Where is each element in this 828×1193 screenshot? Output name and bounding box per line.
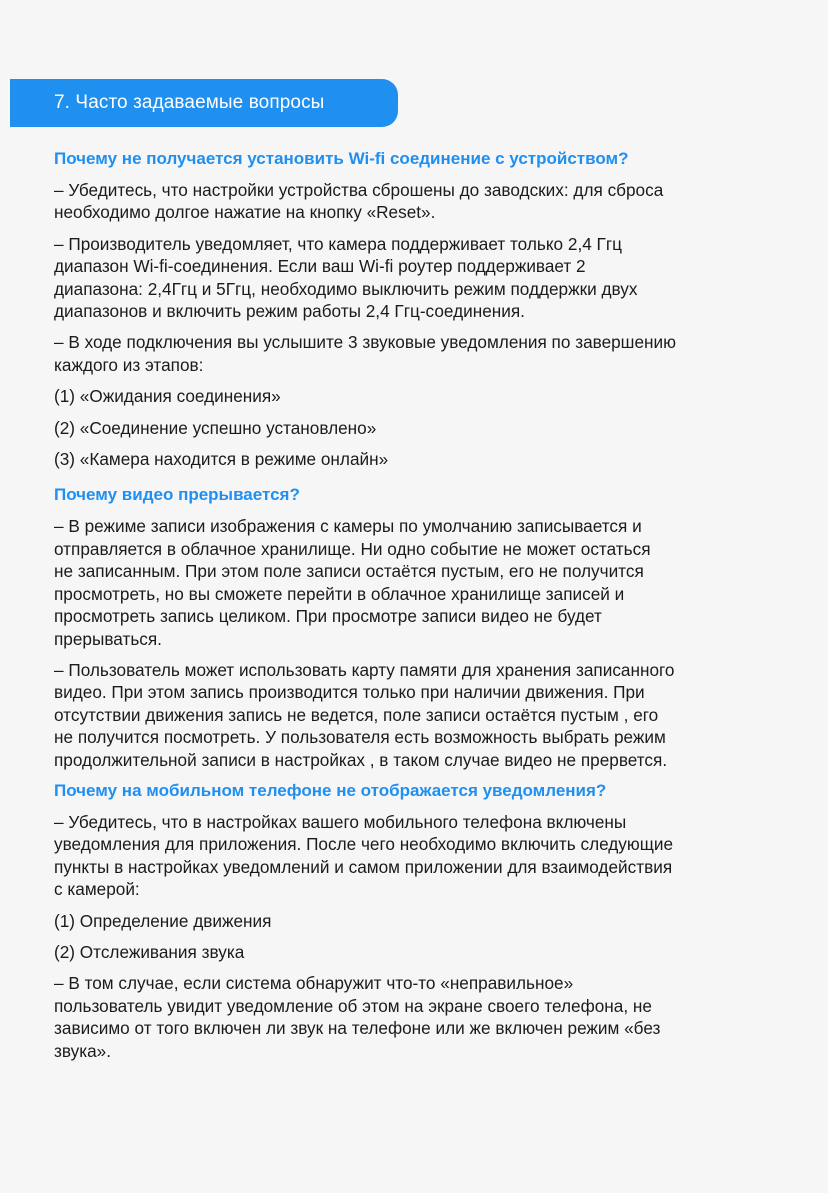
faq-item-notifications bbox=[54, 780, 794, 1062]
text-line: звука». bbox=[54, 1040, 112, 1061]
text-line: (1) Определение движения bbox=[54, 910, 272, 931]
faq-paragraph bbox=[54, 972, 794, 1062]
text-line: уведомления для приложения. После чего необходимо включить следующие bbox=[54, 834, 674, 855]
text-line: диапазонов и включить режим работы 2,4 Ггц-соединения. bbox=[54, 301, 525, 322]
faq-paragraph bbox=[54, 233, 794, 323]
faq-paragraph bbox=[54, 659, 794, 771]
text-line: – Убедитесь, что в настройках вашего мобильного телефона включены bbox=[54, 811, 627, 832]
faq-list-item bbox=[54, 417, 794, 439]
faq-item-wifi bbox=[54, 148, 794, 470]
section-banner bbox=[10, 79, 398, 127]
text-line: пользователь увидит уведомление об этом на экране своего телефона, не bbox=[54, 995, 652, 1016]
text-line: (2) «Соединение успешно установлено» bbox=[54, 417, 377, 438]
text-line: отсутствии движения запись не ведется, поле записи остаётся пустым , его bbox=[54, 704, 659, 725]
text-line: с камерой: bbox=[54, 879, 140, 900]
text-line: отправляется в облачное хранилище. Ни одно событие не может остаться bbox=[54, 538, 651, 559]
text-line: необходимо долгое нажатие на кнопку «Reset». bbox=[54, 202, 436, 223]
text-line: – Убедитесь, что настройки устройства сброшены до заводских: для сброса bbox=[54, 180, 664, 200]
text-line: просмотреть запись целиком. При просмотре записи видео не будет bbox=[54, 606, 602, 627]
faq-paragraph bbox=[54, 811, 794, 901]
text-line: – В режиме записи изображения с камеры по умолчанию записывается и bbox=[54, 516, 642, 537]
text-line: зависимо от того включен ли звук на телефоне или же включен режим «без bbox=[54, 1018, 661, 1039]
text-line: диапазона: 2,4Ггц и 5Ггц, необходимо выключить режим поддержки двух bbox=[54, 278, 638, 299]
text-line: видео. При этом запись производится только при наличии движения. При bbox=[54, 682, 645, 703]
faq-question: Почему не получается установить Wi-fi соединение с устройством? bbox=[54, 149, 629, 168]
section-title: 7. Часто задаваемые вопросы bbox=[54, 92, 325, 113]
text-line: – В том случае, если система обнаружит что-то «неправильное» bbox=[54, 973, 574, 994]
text-line: диапазон Wi-fi-соединения. Если ваш Wi-fi роутер поддерживает 2 bbox=[54, 256, 586, 277]
text-line: – Пользователь может использовать карту памяти для хранения записанного bbox=[54, 659, 675, 680]
faq-list-item bbox=[54, 941, 794, 963]
text-line: прерываться. bbox=[54, 628, 162, 649]
faq-list-item bbox=[54, 448, 794, 470]
faq-paragraph bbox=[54, 179, 794, 224]
text-line: пункты в настройках уведомлений и самом приложении для взаимодействия bbox=[54, 856, 673, 877]
text-line: просмотреть, но вы сможете перейти в облачное хранилище записей и bbox=[54, 583, 625, 604]
faq-question: Почему видео прерывается? bbox=[54, 485, 300, 505]
faq-paragraph bbox=[54, 331, 794, 376]
text-line: (1) «Ожидания соединения» bbox=[54, 386, 281, 407]
faq-question: Почему на мобильном телефоне не отображается уведомления? bbox=[54, 780, 607, 800]
faq-content bbox=[54, 148, 794, 1071]
faq-list-item bbox=[54, 385, 794, 407]
text-line: – Производитель уведомляет, что камера поддерживает только 2,4 Ггц bbox=[54, 233, 622, 254]
faq-list-item bbox=[54, 910, 794, 932]
text-line: не получится посмотреть. У пользователя есть возможность выбрать режим bbox=[54, 727, 666, 748]
text-line: каждого из этапов: bbox=[54, 354, 204, 375]
text-line: продолжительной записи в настройках , в таком случае видео не прервется. bbox=[54, 749, 668, 770]
faq-item-video bbox=[54, 484, 794, 770]
text-line: не записанным. При этом поле записи остаётся пустым, его не получится bbox=[54, 561, 644, 582]
text-line: – В ходе подключения вы услышите 3 звуковые уведомления по завершению bbox=[54, 332, 677, 353]
text-line: (2) Отслеживания звука bbox=[54, 941, 245, 962]
text-line: (3) «Камера находится в режиме онлайн» bbox=[54, 449, 389, 470]
faq-paragraph bbox=[54, 515, 794, 649]
